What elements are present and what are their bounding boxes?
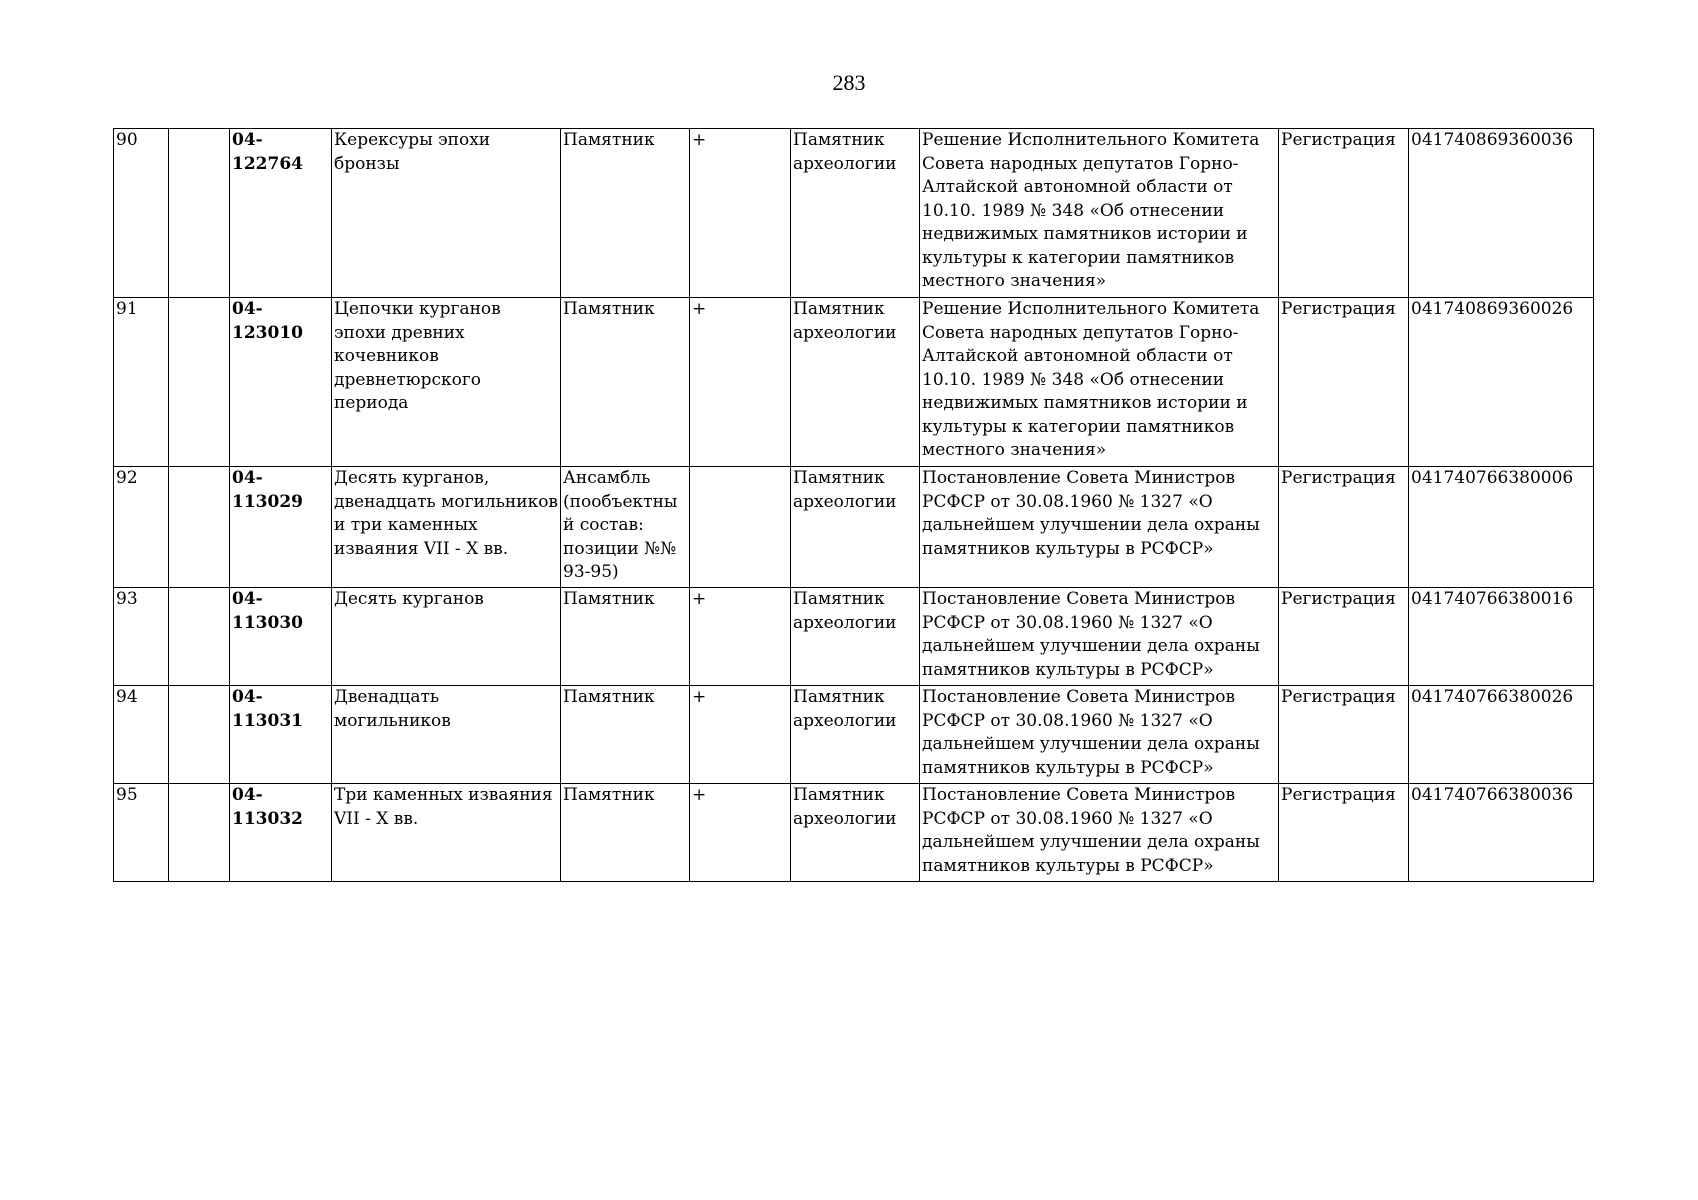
status-cell: Регистрация: [1279, 298, 1409, 467]
table-row: [114, 686, 1594, 784]
status-cell: Регистрация: [1279, 784, 1409, 882]
registry-id-cell: 041740766380036: [1409, 784, 1594, 882]
page-number: 283: [832, 70, 866, 95]
object-code-cell: 04-122764: [230, 129, 332, 298]
document-cell: Решение Исполнительного Комитета Совета народных депутатов Горно-Алтайской автономной области от 10.10. 1989 № 348 «Об отнесении недвижимых памятников истории и культуры к категории памятников местного значения»: [920, 129, 1279, 298]
table-row: [114, 784, 1594, 882]
object-code-cell: 04-113032: [230, 784, 332, 882]
object-code-cell: 04-113030: [230, 588, 332, 686]
object-name-cell: Три каменных изваяния VII - X вв.: [332, 784, 561, 882]
status-cell: Регистрация: [1279, 686, 1409, 784]
object-code-cell: 04-113031: [230, 686, 332, 784]
row-number-cell: 92: [114, 467, 169, 588]
empty-cell: [169, 784, 230, 882]
category-cell: Памятник археологии: [791, 467, 920, 588]
table-row: [114, 588, 1594, 686]
object-name-cell: Керексуры эпохи бронзы: [332, 129, 561, 298]
object-type-cell: Памятник: [561, 129, 690, 298]
row-number-cell: 91: [114, 298, 169, 467]
category-cell: Памятник археологии: [791, 298, 920, 467]
mark-cell: [690, 467, 791, 588]
mark-cell: +: [690, 588, 791, 686]
mark-cell: +: [690, 129, 791, 298]
object-type-cell: Ансамбль (пообъектный состав: позиции №№ 93-95): [561, 467, 690, 588]
object-code-cell: 04-113029: [230, 467, 332, 588]
row-number-cell: 93: [114, 588, 169, 686]
object-code-cell: 04-123010: [230, 298, 332, 467]
document-cell: Решение Исполнительного Комитета Совета народных депутатов Горно-Алтайской автономной области от 10.10. 1989 № 348 «Об отнесении недвижимых памятников истории и культуры к категории памятников местного значения»: [920, 298, 1279, 467]
status-cell: Регистрация: [1279, 129, 1409, 298]
empty-cell: [169, 467, 230, 588]
object-name-cell: Двенадцать могильников: [332, 686, 561, 784]
empty-cell: [169, 588, 230, 686]
registry-id-cell: 041740766380006: [1409, 467, 1594, 588]
table-row: [114, 298, 1594, 467]
document-cell: Постановление Совета Министров РСФСР от 30.08.1960 № 1327 «О дальнейшем улучшении дела охраны памятников культуры в РСФСР»: [920, 588, 1279, 686]
object-type-cell: Памятник: [561, 298, 690, 467]
document-cell: Постановление Совета Министров РСФСР от 30.08.1960 № 1327 «О дальнейшем улучшении дела охраны памятников культуры в РСФСР»: [920, 784, 1279, 882]
table-row: [114, 129, 1594, 298]
row-number-cell: 95: [114, 784, 169, 882]
row-number-cell: 90: [114, 129, 169, 298]
status-cell: Регистрация: [1279, 467, 1409, 588]
heritage-registry-table: [113, 128, 1594, 882]
registry-id-cell: 041740869360036: [1409, 129, 1594, 298]
mark-cell: +: [690, 298, 791, 467]
object-type-cell: Памятник: [561, 686, 690, 784]
category-cell: Памятник археологии: [791, 129, 920, 298]
object-name-cell: Десять курганов: [332, 588, 561, 686]
category-cell: Памятник археологии: [791, 588, 920, 686]
category-cell: Памятник археологии: [791, 686, 920, 784]
mark-cell: +: [690, 686, 791, 784]
document-cell: Постановление Совета Министров РСФСР от 30.08.1960 № 1327 «О дальнейшем улучшении дела охраны памятников культуры в РСФСР»: [920, 686, 1279, 784]
category-cell: Памятник археологии: [791, 784, 920, 882]
empty-cell: [169, 686, 230, 784]
row-number-cell: 94: [114, 686, 169, 784]
object-name-cell: Десять курганов, двенадцать могильников и три каменных изваяния VII - X вв.: [332, 467, 561, 588]
table-row: [114, 467, 1594, 588]
object-type-cell: Памятник: [561, 784, 690, 882]
mark-cell: +: [690, 784, 791, 882]
registry-id-cell: 041740869360026: [1409, 298, 1594, 467]
object-type-cell: Памятник: [561, 588, 690, 686]
object-name-cell: Цепочки курганов эпохи древних кочевников древнетюрского периода: [332, 298, 561, 467]
empty-cell: [169, 129, 230, 298]
registry-id-cell: 041740766380016: [1409, 588, 1594, 686]
registry-id-cell: 041740766380026: [1409, 686, 1594, 784]
document-cell: Постановление Совета Министров РСФСР от 30.08.1960 № 1327 «О дальнейшем улучшении дела охраны памятников культуры в РСФСР»: [920, 467, 1279, 588]
empty-cell: [169, 298, 230, 467]
status-cell: Регистрация: [1279, 588, 1409, 686]
